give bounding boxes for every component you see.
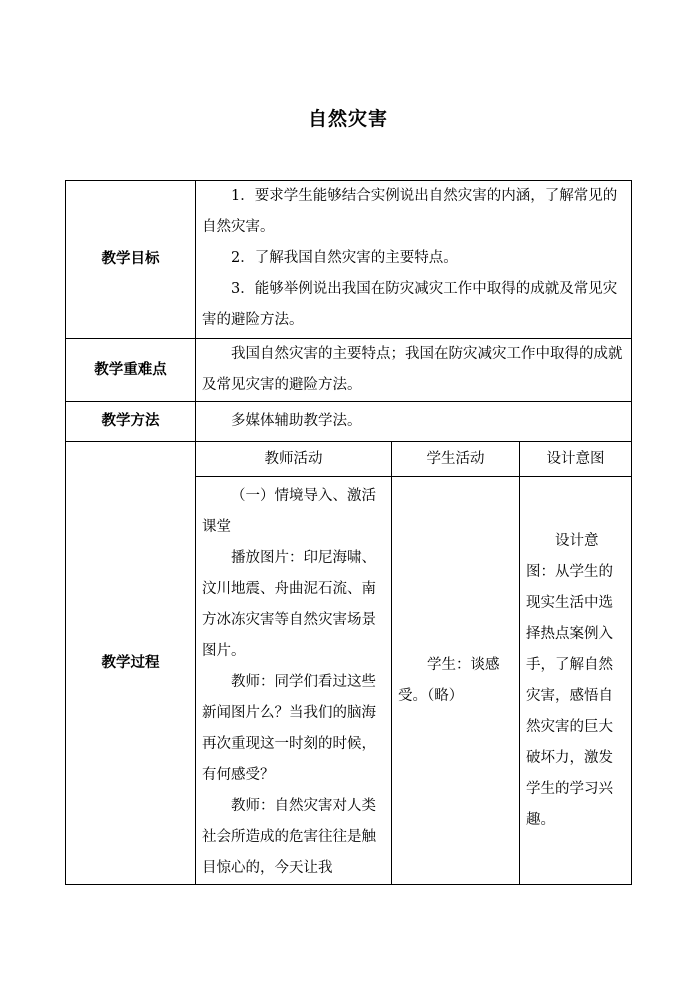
method-text: 多媒体辅助教学法。 — [231, 413, 362, 429]
objectives-row — [66, 181, 632, 339]
lesson-plan-table — [65, 180, 632, 885]
design-intent-cell — [520, 477, 632, 885]
key-points-text: 我国自然灾害的主要特点；我国在防灾减灾工作中取得的成就及常见灾害的避险方法。 — [202, 346, 623, 393]
design-intent-text: 设计意图：从学生的现实生活中选择热点案例入手，了解自然灾害，感悟自然灾害的巨大破坏力，激发学生的学习兴趣。 — [526, 532, 613, 828]
objective-item-2: 2．了解我国自然灾害的主要特点。 — [231, 250, 458, 266]
teacher-paragraph: 教师：自然灾害对人类社会所造成的危害往往是触目惊心的，今天让我 — [202, 798, 376, 876]
teacher-paragraph: 播放图片：印尼海啸、汶川地震、舟曲泥石流、南方冰冻灾害等自然灾害场景图片。 — [202, 550, 376, 659]
design-intent-header: 设计意图 — [520, 442, 632, 477]
key-points-row — [66, 339, 632, 402]
student-activity-header: 学生活动 — [392, 442, 520, 477]
student-activity-cell — [392, 477, 520, 885]
objectives-content — [196, 181, 632, 339]
objective-item-3: 3．能够举例说出我国在防灾减灾工作中取得的成就及常见灾害的避险方法。 — [202, 281, 618, 328]
page-title: 自然灾害 — [307, 108, 388, 130]
objective-item-1: 1．要求学生能够结合实例说出自然灾害的内涵，了解常见的自然灾害。 — [202, 188, 618, 235]
key-points-label: 教学重难点 — [66, 339, 196, 402]
student-activity-text: 学生：谈感受。（略） — [398, 656, 500, 704]
teacher-paragraph: （一）情境导入、激活课堂 — [202, 488, 376, 535]
process-label: 教学过程 — [66, 442, 196, 885]
method-content — [196, 402, 632, 442]
method-row — [66, 402, 632, 442]
process-header-row — [66, 442, 632, 477]
key-points-content — [196, 339, 632, 402]
method-label: 教学方法 — [66, 402, 196, 442]
teacher-activity-header: 教师活动 — [196, 442, 392, 477]
teacher-paragraph: 教师：同学们看过这些新闻图片么？当我们的脑海再次重现这一时刻的时候，有何感受？ — [202, 674, 376, 783]
objectives-label: 教学目标 — [66, 181, 196, 339]
teacher-activity-cell — [196, 477, 392, 885]
